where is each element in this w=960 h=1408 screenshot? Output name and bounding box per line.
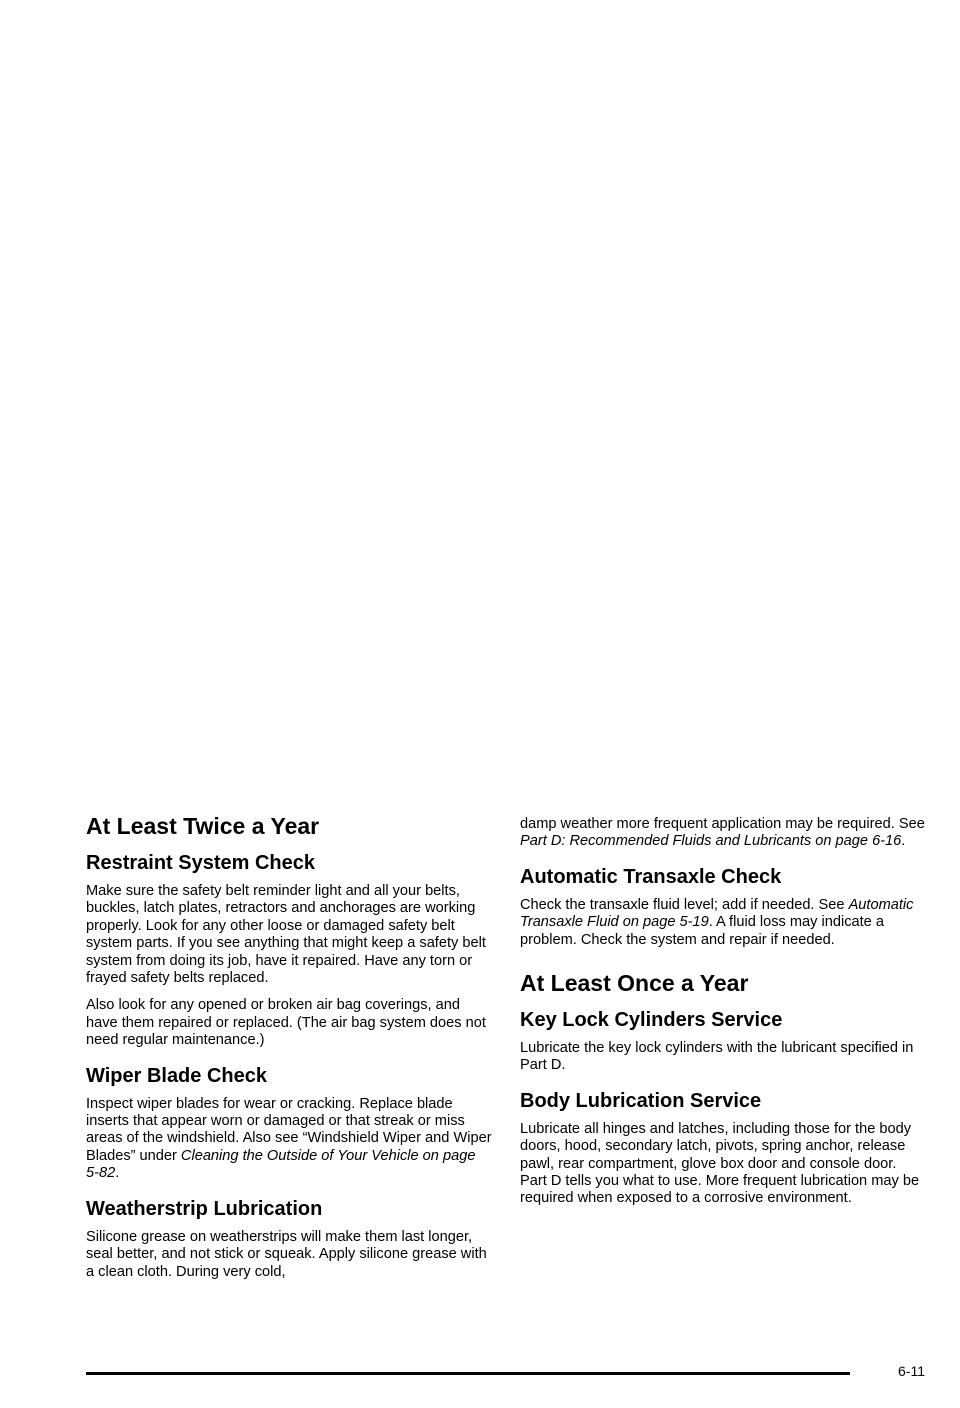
right-column (520, 816, 926, 1218)
wiper-reference-link[interactable]: Cleaning the Outside of Your Vehicle on page 5-82 (86, 1147, 476, 1182)
body-lubrication-title: Body Lubrication Service (520, 1089, 762, 1112)
transaxle-text-2: . A fluid loss may indicate a problem. Check the system and repair if needed. (520, 914, 884, 948)
weatherstrip-cont-end: . (901, 833, 906, 850)
weatherstrip-reference-link[interactable]: Part D: Recommended Fluids and Lubricants on page 6-16 (520, 833, 902, 850)
body-lubrication-paragraph: Lubricate all hinges and latches, including those for the body doors, hood, secondary latch, pivots, spring anchor, release pawl, rear compartment, glove box door and console door. Part D tells you what to use. More frequent lubrication may be required when exposed to a corrosive environment. (520, 1120, 920, 1207)
wiper-text: Inspect wiper blades for wear or cracking. Replace blade inserts that appear worn or damaged or that streak or miss areas of the windshield. Also see “Windshield Wiper and Wiper Blades” under (86, 1095, 492, 1164)
restraint-system-paragraph-1: Make sure the safety belt reminder light and all your belts, buckles, latch plates, retractors and anchorages are working properly. Look for any other loose or damaged safety belt system parts. If you see anything that might keep a safety belt system from doing its job, have it repaired. Have any torn or frayed safety belts replaced. (86, 883, 486, 987)
weatherstrip-paragraph-continued (520, 816, 926, 851)
key-lock-cylinders-title: Key Lock Cylinders Service (520, 1009, 783, 1032)
left-column (86, 812, 492, 1291)
key-lock-paragraph: Lubricate the key lock cylinders with the lubricant specified in Part D. (520, 1040, 914, 1074)
section-heading-once-a-year: At Least Once a Year (520, 970, 749, 997)
automatic-transaxle-check-title: Automatic Transaxle Check (520, 865, 782, 888)
wiper-blade-paragraph (86, 1096, 492, 1183)
restraint-system-paragraph-2: Also look for any opened or broken air bag coverings, and have them repaired or replaced. (The air bag system does not need regular maintenance.) (86, 997, 486, 1049)
wiper-text-end: . (115, 1165, 120, 1182)
restraint-system-check-title: Restraint System Check (86, 852, 315, 874)
weatherstrip-paragraph: Silicone grease on weatherstrips will make them last longer, seal better, and not stick or squeak. Apply silicone grease with a clean cloth. During very cold, (86, 1228, 487, 1280)
footer-rule (86, 1372, 850, 1375)
weatherstrip-lubrication-title: Weatherstrip Lubrication (86, 1197, 323, 1220)
section-heading-twice-a-year: At Least Twice a Year (86, 813, 320, 839)
page-number: 6-11 (898, 1363, 925, 1379)
transaxle-text-1: Check the transaxle fluid level; add if needed. See (520, 896, 849, 913)
weatherstrip-cont-text: damp weather more frequent application may be required. See (520, 816, 925, 832)
wiper-blade-check-title: Wiper Blade Check (86, 1064, 267, 1087)
transaxle-paragraph (520, 897, 926, 949)
transaxle-reference-link[interactable]: Automatic Transaxle Fluid on page 5-19 (520, 896, 914, 931)
